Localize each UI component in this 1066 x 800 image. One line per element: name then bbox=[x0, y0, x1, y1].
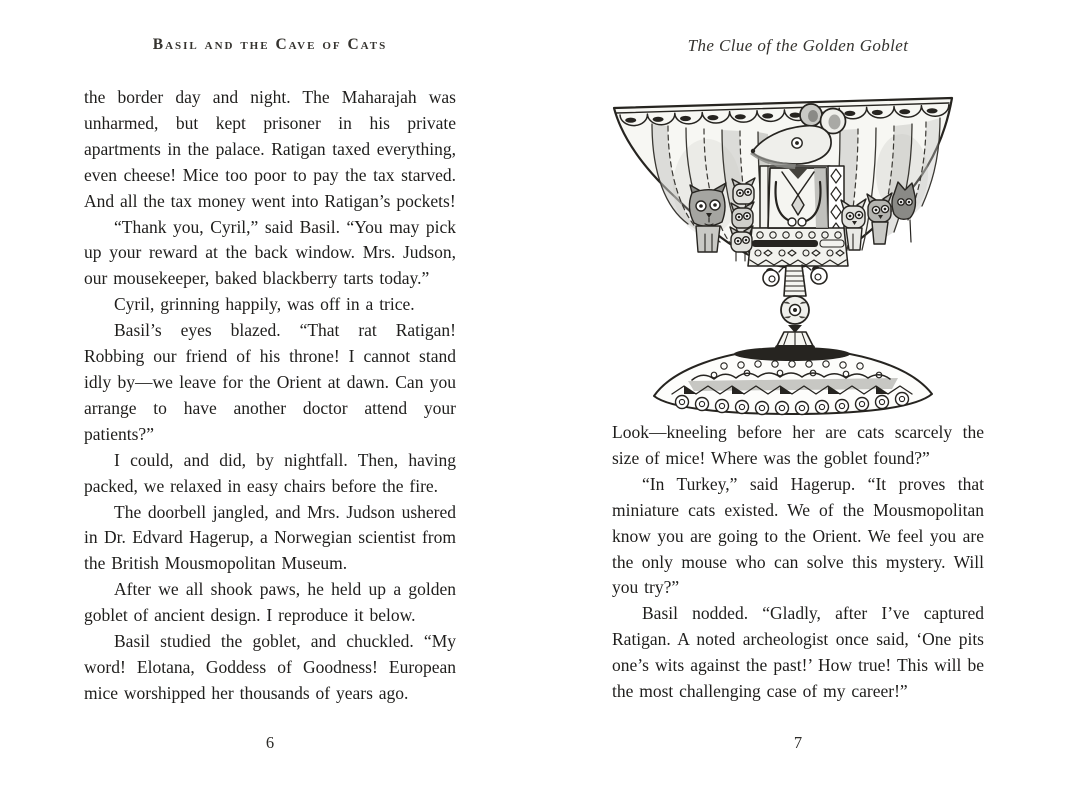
paragraph: Basil nodded. “Gladly, after I’ve captured Ratigan. A noted archeologist once said, ‘One pits one’s wits against the past!’ How true! This will be the most challenging case of my career!” bbox=[612, 603, 984, 702]
goblet-base bbox=[654, 347, 932, 415]
running-head-left: Basil and the Cave of Cats bbox=[152, 36, 388, 53]
page-right bbox=[612, 36, 984, 780]
page-number-right: 7 bbox=[793, 733, 803, 752]
kneeling-cats-left bbox=[689, 178, 755, 261]
right-page-text bbox=[612, 420, 984, 705]
goblet-stem bbox=[763, 265, 827, 350]
paragraph: “Thank you, Cyril,” said Basil. “You may pick up your reward at the back window. Mrs. Judson, our mousekeeper, baked blackberry tarts today.” bbox=[84, 216, 456, 289]
paragraph: The doorbell jangled, and Mrs. Judson ushered in Dr. Edvard Hagerup, a Norwegian scientist from the British Mousmopolitan Museum. bbox=[84, 501, 456, 574]
left-page-text bbox=[84, 85, 456, 707]
goblet-illustration bbox=[602, 82, 994, 418]
page-number-left: 6 bbox=[265, 733, 275, 752]
paragraph: I could, and did, by nightfall. Then, having packed, we relaxed in easy chairs before the fire. bbox=[84, 449, 456, 496]
running-head-right: The Clue of the Golden Goblet bbox=[687, 36, 909, 55]
paragraph: Basil’s eyes blazed. “That rat Ratigan! Robbing our friend of his throne! I cannot stand idly by—we leave for the Orient at dawn. Can you arrange to have another doctor attend your patients?” bbox=[84, 320, 456, 444]
paragraph: Basil studied the goblet, and chuckled. “My word! Elotana, Goddess of Goodness! European mice worshipped her thousands of years ago. bbox=[84, 631, 456, 703]
paragraph: the border day and night. The Maharajah was unharmed, but kept prisoner in his private apartments in the palace. Ratigan taxed everything, even cheese! Mice too poor to pay the tax starved. And all the tax money went into Ratigan’s pockets! bbox=[84, 87, 456, 211]
paragraph: After we all shook paws, he held up a golden goblet of ancient design. I reproduce it below. bbox=[84, 579, 456, 626]
page-left bbox=[84, 36, 456, 780]
paragraph: Cyril, grinning happily, was off in a trice. bbox=[114, 294, 415, 315]
paragraph: Look—kneeling before her are cats scarcely the size of mice! Where was the goblet found?” bbox=[612, 422, 984, 468]
paragraph: “In Turkey,” said Hagerup. “It proves that miniature cats existed. We of the Mousmopolitan know you are going to the Orient. We feel you are the only mouse who can solve this mystery. Will you try?” bbox=[612, 473, 984, 598]
